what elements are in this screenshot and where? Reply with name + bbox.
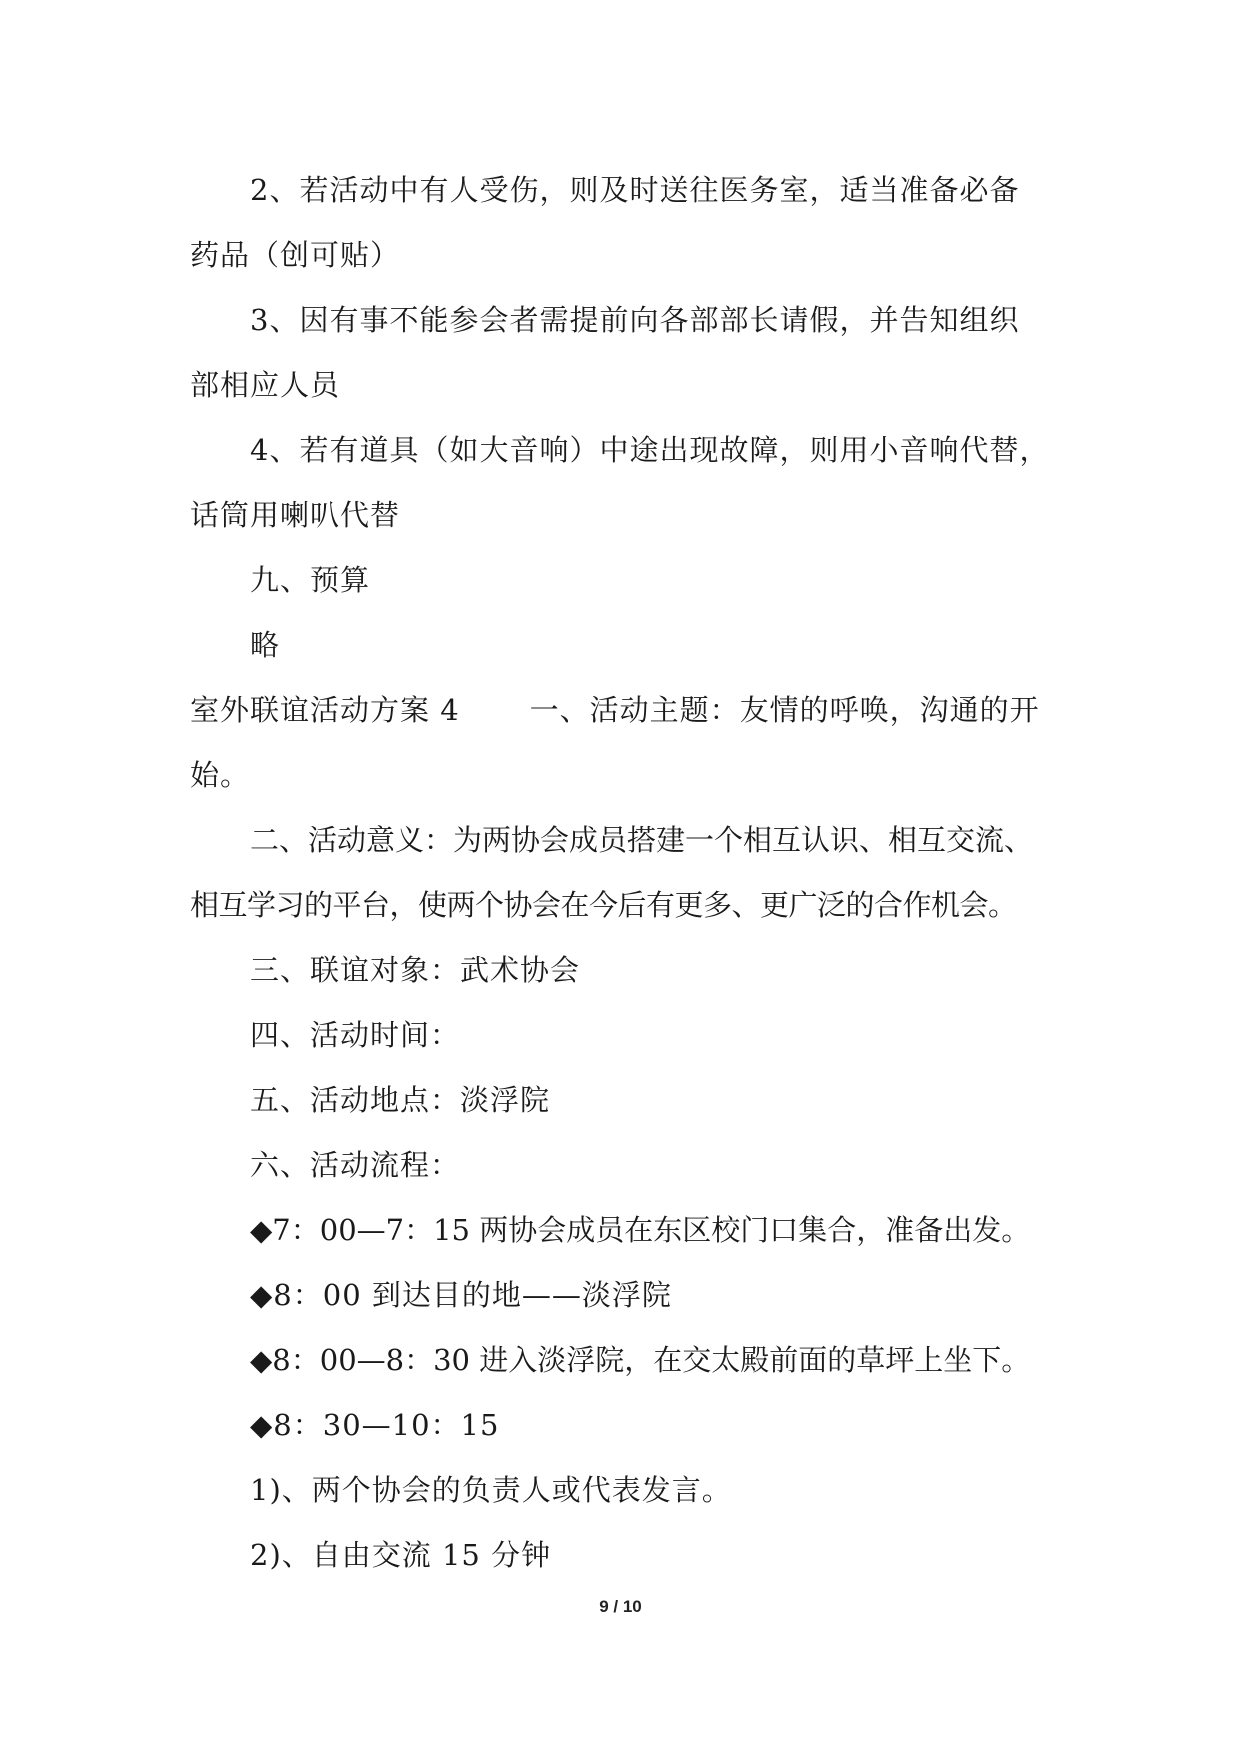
paragraph-line: 药品（创可贴） [190, 238, 401, 272]
document-body [190, 158, 1070, 1588]
flow-step: ◆8：00—8：30 进入淡浮院，在交太殿前面的草坪上坐下。 [250, 1343, 1031, 1377]
plan-title-row [190, 678, 1070, 743]
theme-line: 一、活动主题：友情的呼唤，沟通的开 [529, 693, 1040, 727]
paragraph-line: 4、若有道具（如大音响）中途出现故障，则用小音响代替， [250, 433, 1050, 467]
paragraph-line: 部相应人员 [190, 368, 341, 402]
paragraph-line: 二、活动意义：为两协会成员搭建一个相互认识、相互交流、 [250, 823, 1034, 857]
flow-step: ◆8：00 到达目的地——淡浮院 [250, 1278, 672, 1312]
paragraph-line: 话筒用喇叭代替 [190, 498, 401, 532]
page-number: 9 / 10 [599, 1597, 642, 1616]
paragraph-line: 相互学习的平台，使两个协会在今后有更多、更广泛的合作机会。 [190, 888, 1017, 922]
time-line: 四、活动时间： [250, 1018, 461, 1052]
paragraph-line: 2、若活动中有人受伤，则及时送往医务室，适当准备必备 [250, 173, 1020, 207]
plan-title: 室外联谊活动方案 4 [190, 693, 460, 727]
paragraph-line: 3、因有事不能参会者需提前向各部部长请假，并告知组织 [250, 303, 1020, 337]
sub-item: 1)、两个协会的负责人或代表发言。 [250, 1473, 732, 1507]
section-heading-budget: 九、预算 [250, 563, 371, 597]
budget-text: 略 [250, 628, 281, 662]
paragraph-line: 始。 [190, 758, 251, 792]
place-line: 五、活动地点：淡浮院 [250, 1083, 551, 1117]
sub-item: 2)、自由交流 15 分钟 [250, 1538, 552, 1572]
flow-step: ◆8：30—10：15 [250, 1408, 500, 1442]
flow-heading: 六、活动流程： [250, 1148, 461, 1182]
target-line: 三、联谊对象：武术协会 [250, 953, 581, 987]
flow-step: ◆7：00—7：15 两协会成员在东区校门口集合，准备出发。 [250, 1213, 1031, 1247]
